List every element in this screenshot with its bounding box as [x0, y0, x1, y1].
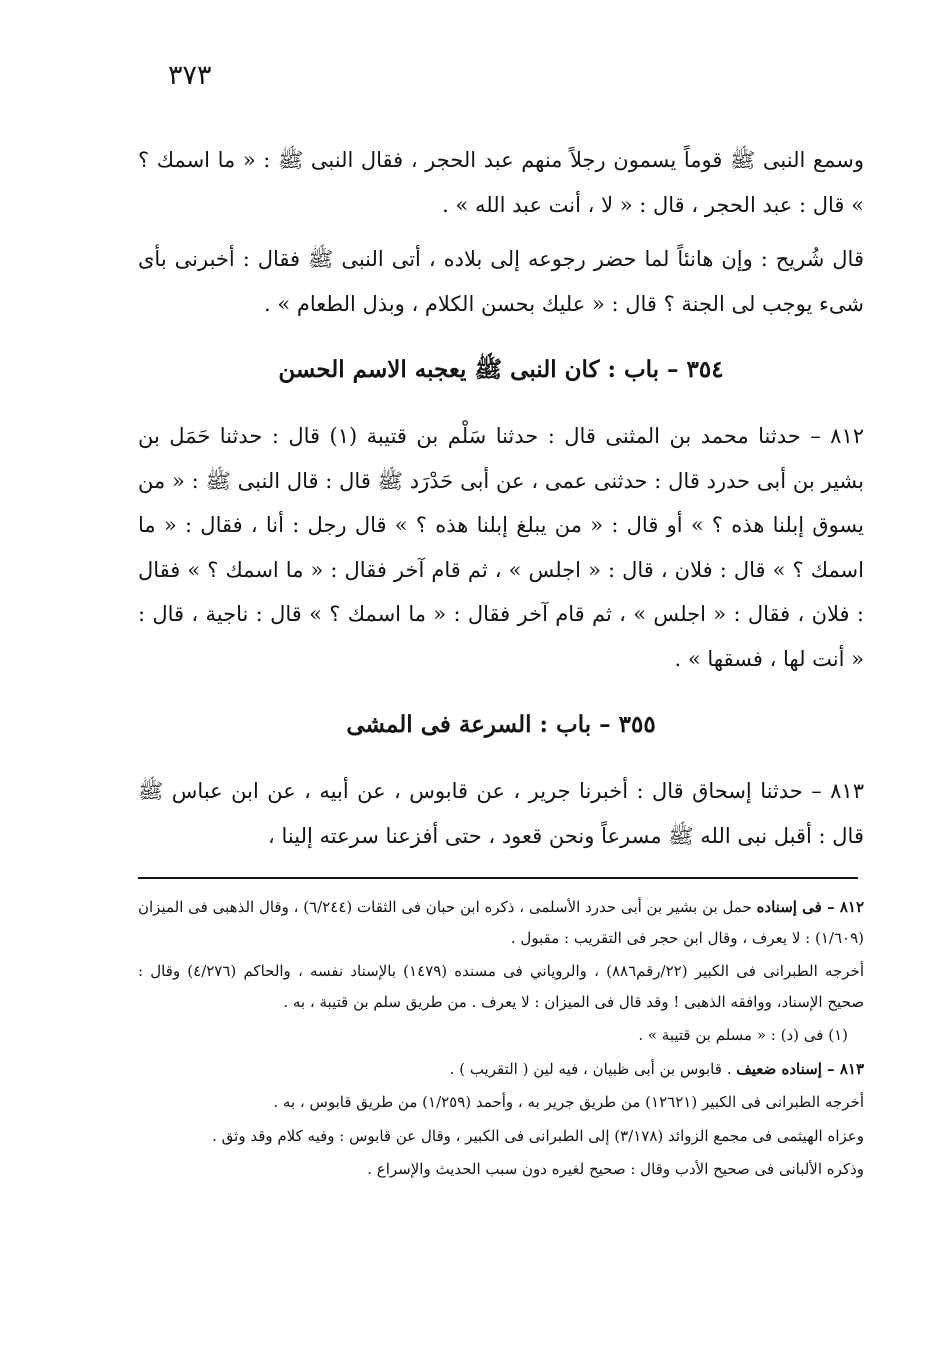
footnote-813-text: . قابوس بن أبى ظبيان ، فيه لين ( التقريب ) . [449, 1059, 732, 1078]
footnote-1: (١) فى (د) : « مسلم بن قتيبة » . [638, 1026, 848, 1044]
hadith-812: ٨١٢ – حدثنا محمد بن المثنى قال : حدثنا سَلْم بن قتيبة (١) قال : حدثنا حَمَل بن بشير بن أبى حدرد قال : حدثنى عمى ، عن أبى حَدْرَد ﷺ قال : قال النبى ﷺ : « من يسوق إبلنا هذه ؟ » أو قال : « من يبلغ إبلنا هذه ؟ » قال رجل : أنا ، فقال : « ما اسمك ؟ » قال : فلان ، قال : « اجلس » ، ثم قام آخر فقال : « ما اسمك ؟ » فقال : فلان ، فقال : « اجلس » ، ثم قام آخر فقال : « ما اسمك ؟ » قال : ناجية ، قال : « أنت لها ، فسقها » . [138, 424, 865, 671]
footnote-separator [138, 877, 858, 879]
footnote-813 [138, 1054, 864, 1085]
footnote-812 [138, 892, 864, 953]
footnotes [138, 892, 864, 1188]
main-text [138, 138, 864, 858]
hadith-813: ٨١٣ – حدثنا إسحاق قال : أخبرنا جرير ، عن قابوس ، عن أبيه ، عن ابن عباس ﷺ قال : أقبل نبى الله ﷺ مسرعاً ونحن قعود ، حتى أفزعنا سرعته إلينا ، [138, 779, 864, 848]
paragraph-named-abd-al-hajar: وسمع النبى ﷺ قوماً يسمون رجلاً منهم عبد الحجر ، فقال النبى ﷺ : « ما اسمك ؟ » قال : عبد الحجر ، قال : « لا ، أنت عبد الله » . [138, 148, 864, 217]
footnote-813-label: ٨١٣ – إسناده ضعيف [736, 1059, 864, 1078]
footnote-813-takhrij: أخرجه الطبرانى فى الكبير (١٢٦٢١) من طريق جرير به ، وأحمد (١/٢٥٩) من طريق قابوس ، به . [273, 1093, 864, 1111]
footnote-813-haythami: وعزاه الهيثمى فى مجمع الزوائد (٣/١٧٨) إلى الطبرانى فى الكبير ، وقال عن قابوس : وفيه كلام وقد وثق . [212, 1126, 864, 1145]
chapter-heading-355: ٣٥٥ – باب : السرعة فى المشى [346, 711, 656, 738]
footnote-813-albani: وذكره الألبانى فى صحيح الأدب وقال : صحيح لغيره دون سبب الحديث والإسراع . [367, 1160, 864, 1178]
paragraph-shurayh-hani: قال شُريح : وإن هانئاً لما حضر رجوعه إلى بلاده ، أتى النبى ﷺ فقال : أخبرنى بأى شىء يوجب لى الجنة ؟ قال : « عليك بحسن الكلام ، وبذل الطعام » . [138, 247, 864, 316]
footnote-812-takhrij: أخرجه الطبرانى فى الكبير (٢٢/رقم٨٨٦) ، والروياني فى مسنده (١٤٧٩) بالإسناد نفسه ، والحاكم (٤/٢٧٦) وقال : صحيح الإسناد، ووافقه الذهبى ! وقد قال فى الميزان : لا يعرف . من طريق سلم بن قتيبة ، به . [138, 962, 864, 1011]
page-number: ٣٧٣ [168, 60, 212, 91]
chapter-heading-354: ٣٥٤ – باب : كان النبى ﷺ يعجبه الاسم الحسن [278, 356, 724, 383]
footnote-812-label: ٨١٢ – فى إسناده [756, 898, 864, 916]
footnote-812-text: حمل بن بشير بن أبى حدرد الأسلمى ، ذكره ابن حبان فى الثقات (٦/٢٤٤) ، وقال الذهبى فى الميزان (١/٦٠٩) : لا يعرف ، وقال ابن حجر فى التقريب : مقبول . [138, 898, 864, 947]
